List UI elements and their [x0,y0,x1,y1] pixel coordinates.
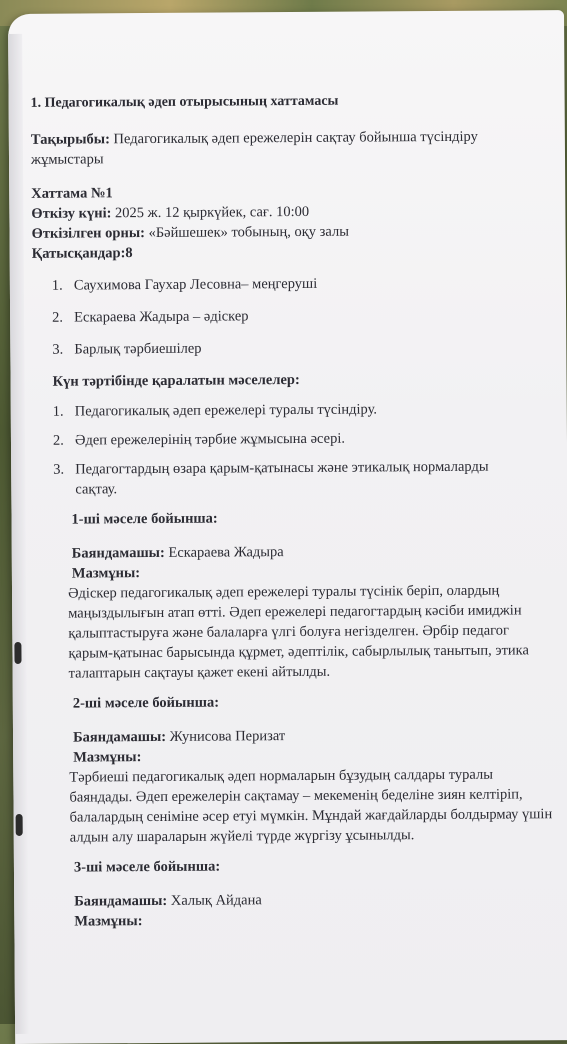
topic-line [31,126,551,170]
participants-count: Қатысқандар:8 [31,245,133,262]
content-label: Мазмұны: [73,749,142,766]
binding-hole [14,642,21,664]
issue-1-section [50,540,555,684]
document-heading: 1. Педагогикалық әдеп отырысының хаттамасы [30,93,339,111]
agenda-list [33,398,554,500]
content-label: Мазмұны: [71,565,141,582]
issue-3-section [52,888,556,932]
list-item: 2. Ескараева Жадыра – әдіскер [52,308,249,326]
list-item: 3. Барлық тәрбиешілер [52,340,202,358]
speaker-line: Баяндамашы: Жунисова Перизат [72,728,286,746]
list-item: 2. Әдеп ережелерінің тәрбие жұмысына әсері. [52,430,346,449]
content-paragraph: Әдіскер педагогикалық әдеп ережелері туралы түсінік беріп, олардың маңыздылығын атап өтті. Әдеп ережелері педагогтардың кәсіби имиджін қалыптастыруға және балаларға үлгі болуға негізделген. Әрбір педагог қарым-қатынас барысында құрмет, әдептілік, сабырлылық танытып, этика талаптарын сақтауы қажет екені айтылды. [67,582,529,682]
protocol-content [31,90,557,932]
place-text: «Бәйшешек» тобының, оқу залы [144,223,349,242]
list-item: 1. Саухимова Гаухар Лесовна– меңгеруші [51,275,318,294]
issue-2-title: 2-ші мәселе бойынша: [72,694,220,712]
date-text: 2025 ж. 12 қыркүйек, сағ. 10:00 [111,203,310,222]
topic-label: Тақырыбы: [30,131,110,148]
members-list [32,272,553,360]
date-label: Өткізу күні: [31,205,112,222]
topic-text: Педагогикалық әдеп ережелерін сақтау бойынша түсіндіру жұмыстары [30,128,478,168]
speaker-line: Баяндамашы: Халық Айдана [74,892,262,910]
content-paragraph: Тәрбиеші педагогикалық әдеп нормаларын бұзудың салдары туралы баяндады. Әдеп ережелерін сақтамау – мекеменің беделіне зиян келтіріп, балалардың сеніміне әсер етуі мүмкін. Мұндай жағдайларды болдырмау үшін алдын алу шараларын жүйелі түрде жүргізу ұсынылды. [69,766,553,846]
issue-3-title: 3-ші мәселе бойынша: [73,858,221,876]
place-label: Өткізілген орны: [31,225,145,242]
document-page [8,10,567,1044]
content-label: Мазмұны: [74,913,143,930]
issue-2-section [51,724,556,848]
protocol-number: Хаттама №1 [31,185,113,202]
list-item: 3. Педагогтардың өзара қарым-қатынасы және этикалық нормаларды сақтау. [53,458,489,498]
issue-1-title: 1-ші мәселе бойынша: [71,510,218,528]
agenda-title: Күн тәртібінде қаралатын мәселелер: [52,371,300,390]
speaker-line: Баяндамашы: Ескараева Жадыра [71,544,284,562]
binding-edge [8,34,29,1034]
list-item: 1. Педагогикалық әдеп ережелері туралы түсіндіру. [52,401,378,420]
binding-hole [16,814,23,836]
